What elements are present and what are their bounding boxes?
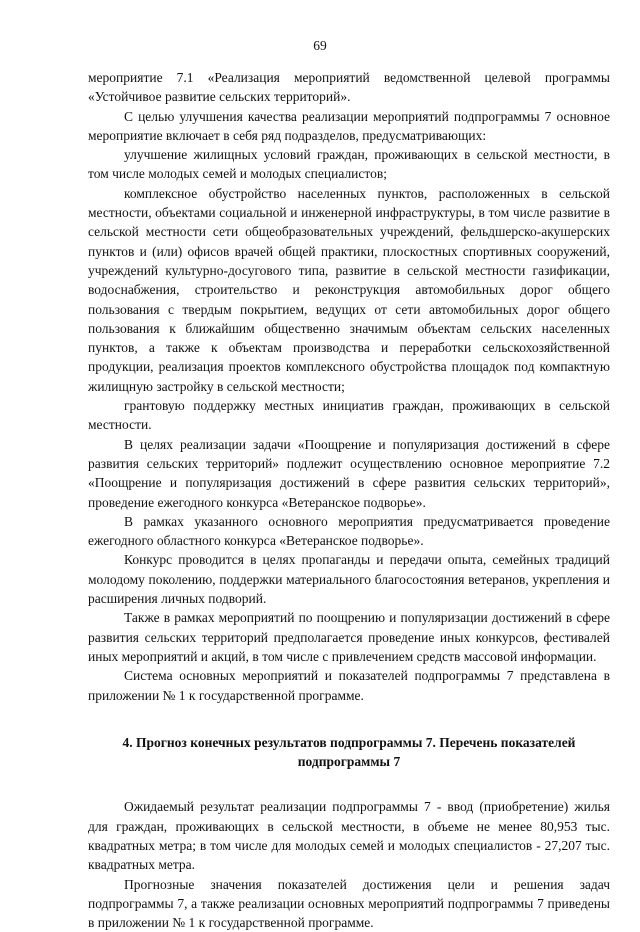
section-heading xyxy=(88,733,610,772)
paragraph: Также в рамках мероприятий по поощрению и популяризации достижений в сфере развития сельских территорий предполагается проведение иных конкурсов, фестивалей иных мероприятий и акций, в том числе с привлечением средств массовой информации. xyxy=(88,610,610,664)
paragraph: В целях реализации задачи «Поощрение и популяризация достижений в сфере развития сельских территорий» подлежит осуществлению основное мероприятие 7.2 «Поощрение и популяризация достижений в сфере развития сельских территорий», проведение ежегодного конкурса «Ветеранское подворье». xyxy=(88,436,610,510)
paragraph: Ожидаемый результат реализации подпрограммы 7 - ввод (приобретение) жилья для граждан, проживающих в сельской местности, в объеме не менее 80,953 тыс. квадратных метра; в том числе для молодых семей и молодых специалистов - 27,207 тыс. квадратных метра. xyxy=(88,799,610,873)
paragraph: Конкурс проводится в целях пропаганды и передачи опыта, семейных традиций молодому поколению, поддержки материального благосостояния ветеранов, укрепления и расширения личных подворий. xyxy=(88,552,610,607)
document-body xyxy=(88,68,610,932)
section-4-text xyxy=(88,797,610,932)
section-heading-line-2: подпрограммы 7 xyxy=(297,754,401,770)
section-heading-line-1: 4. Прогноз конечных результатов подпрограммы 7. Перечень показателей xyxy=(122,734,576,750)
paragraph: комплексное обустройство населенных пунктов, расположенных в сельской местности, объектами социальной и инженерной инфраструктуры, в том числе развитие в сельской местности сети общеобразовательных учреждений, фельдшерско-акушерских пунктов и (или) офисов врачей общей практики, плоскостных спортивных сооружений, учреждений культурно-досугового типа, развитие в сельской местности газификации, водоснабжения, строительство и реконструкция автомобильных дорог общего пользования с твердым покрытием, ведущих от сети автомобильных дорог общего пользования к ближайшим общественно значимым объектам сельских населенных пунктов, а также к объектам производства и переработки сельскохозяйственной продукции, реализация проектов комплексного обустройства площадок под компактную жилищную застройку в сельской местности; xyxy=(88,185,610,394)
paragraph: С целью улучшения качества реализации мероприятий подпрограммы 7 основное мероприятие включает в себя ряд подразделов, предусматривающих: xyxy=(88,108,610,143)
paragraph: Прогнозные значения показателей достижения цели и решения задач подпрограммы 7, а также реализации основных мероприятий подпрограммы 7 приведены в приложении № 1 к государственной программе. xyxy=(88,876,610,931)
paragraph: Система основных мероприятий и показателей подпрограммы 7 представлена в приложении № 1 к государственной программе. xyxy=(88,668,610,703)
paragraph: грантовую поддержку местных инициатив граждан, проживающих в сельской местности. xyxy=(88,398,610,433)
paragraph: мероприятие 7.1 «Реализация мероприятий ведомственной целевой программы «Устойчивое развитие сельских территорий». xyxy=(88,70,610,105)
section-3-text xyxy=(88,68,610,705)
paragraph: В рамках указанного основного мероприятия предусматривается проведение ежегодного областного конкурса «Ветеранское подворье». xyxy=(88,513,610,549)
paragraph: улучшение жилищных условий граждан, проживающих в сельской местности, в том числе молодых семей и молодых специалистов; xyxy=(88,147,610,182)
page-number: 69 xyxy=(313,38,327,53)
